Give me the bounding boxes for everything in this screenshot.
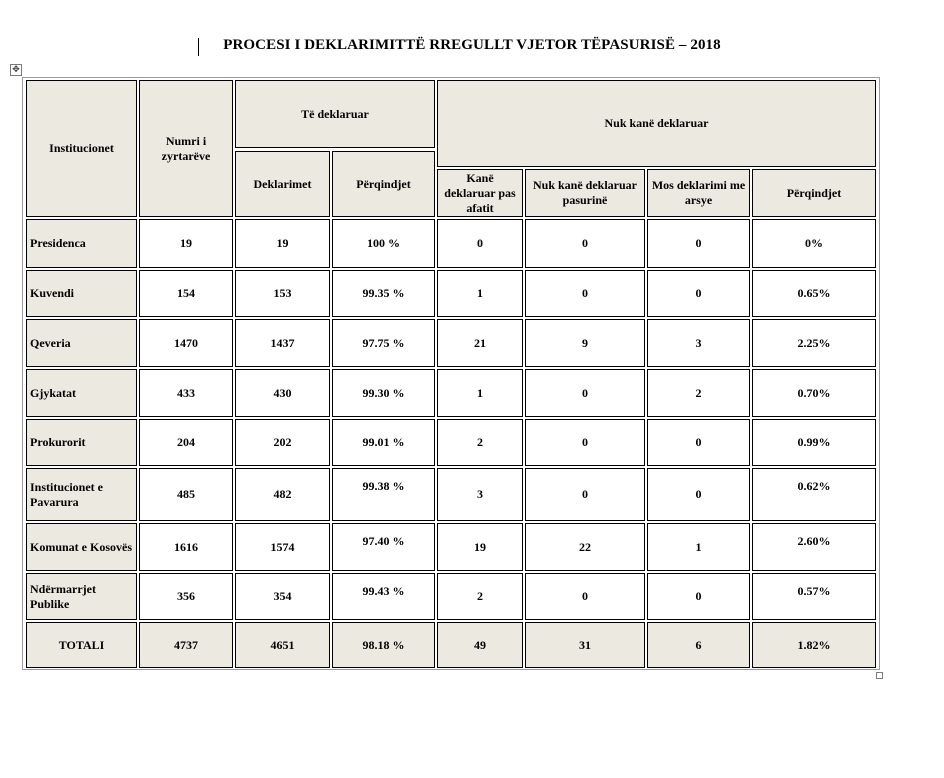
table-row-institution-cell: Ndërmarrjet Publike [26,573,137,620]
document-title: PROCESI I DEKLARIMITTË RREGULLT VJETOR TËPASURISË – 2018 [223,37,721,53]
table-row-late-cell: 3 [437,468,523,521]
table-row-officials-cell: 485 [139,468,233,521]
table-row-declarations-cell: 19 [235,219,330,268]
table-row-declarations-cell: 482 [235,468,330,521]
table-row-justified-cell: 0 [647,219,750,268]
table-row-institution-cell: Gjykatat [26,369,137,417]
total-row-pct-not-declared-cell: 1.82% [752,622,876,668]
table-row-late-cell: 21 [437,319,523,367]
table-row-pct-declared-cell: 97.40 % [332,523,435,571]
table-row-late-cell: 1 [437,270,523,317]
table-row-justified-cell: 0 [647,573,750,620]
table-row-pct-not-declared-cell: 0% [752,219,876,268]
table-row-not-declared-cell: 0 [525,468,645,521]
table-row-pct-declared-cell: 97.75 % [332,319,435,367]
declaration-table [22,77,880,670]
table-row-officials-cell: 1470 [139,319,233,367]
text-cursor [198,38,199,56]
table-row-institution-cell: Kuvendi [26,270,137,317]
table-row-not-declared-cell: 0 [525,369,645,417]
table-row-institution-cell: Presidenca [26,219,137,268]
table-row-pct-declared-cell: 99.35 % [332,270,435,317]
header-mos-deklarimi-me-arsye: Mos deklarimi me arsye [647,169,750,217]
table-row-not-declared-cell: 22 [525,523,645,571]
header-kane-deklaruar-pas-afatit: Kanë deklaruar pas afatit [437,169,523,217]
table-row-officials-cell: 1616 [139,523,233,571]
header-te-deklaruar: Të deklaruar [235,80,435,148]
table-row-justified-cell: 2 [647,369,750,417]
table-row-officials-cell: 433 [139,369,233,417]
header-deklarimet: Deklarimet [235,151,330,217]
table-row-officials-cell: 356 [139,573,233,620]
header-perqindjet: Përqindjet [332,151,435,217]
table-row-declarations-cell: 1574 [235,523,330,571]
table-row-officials-cell: 204 [139,419,233,466]
table-move-handle-icon[interactable]: ✥ [10,64,22,76]
table-row-late-cell: 1 [437,369,523,417]
header-perqindjet-nuk: Përqindjet [752,169,876,217]
table-row-declarations-cell: 202 [235,419,330,466]
table-row-pct-not-declared-cell: 2.60% [752,523,876,571]
table-row-justified-cell: 0 [647,468,750,521]
table-row-institution-cell: Komunat e Kosovës [26,523,137,571]
table-row-institution-cell: Institucionet e Pavarura [26,468,137,521]
table-row-declarations-cell: 354 [235,573,330,620]
total-row-pct-declared-cell: 98.18 % [332,622,435,668]
table-row-pct-not-declared-cell: 0.57% [752,573,876,620]
table-row-pct-not-declared-cell: 0.70% [752,369,876,417]
table-row-declarations-cell: 430 [235,369,330,417]
table-row-pct-declared-cell: 99.01 % [332,419,435,466]
table-row-pct-declared-cell: 99.43 % [332,573,435,620]
table-row-not-declared-cell: 0 [525,573,645,620]
table-row-officials-cell: 154 [139,270,233,317]
table-row-late-cell: 19 [437,523,523,571]
table-row-pct-not-declared-cell: 0.65% [752,270,876,317]
table-row-late-cell: 2 [437,419,523,466]
table-row-institution-cell: Prokurorit [26,419,137,466]
header-institucionet: Institucionet [26,80,137,217]
total-row-declarations-cell: 4651 [235,622,330,668]
table-row-pct-not-declared-cell: 0.62% [752,468,876,521]
table-row-justified-cell: 1 [647,523,750,571]
table-row-pct-not-declared-cell: 2.25% [752,319,876,367]
table-row-officials-cell: 19 [139,219,233,268]
table-row-pct-declared-cell: 99.30 % [332,369,435,417]
total-row-late-cell: 49 [437,622,523,668]
header-nuk-kane-deklaruar: Nuk kanë deklaruar [437,80,876,167]
table-row-justified-cell: 3 [647,319,750,367]
table-row-pct-declared-cell: 100 % [332,219,435,268]
table-resize-handle-icon[interactable] [876,672,883,679]
table-row-not-declared-cell: 0 [525,419,645,466]
total-row-officials-cell: 4737 [139,622,233,668]
table-row-justified-cell: 0 [647,270,750,317]
table-row-late-cell: 2 [437,573,523,620]
total-row-institution-cell: TOTALI [26,622,137,668]
header-numri-i-zyrtareve: Numri i zyrtarëve [139,80,233,217]
table-row-pct-declared-cell: 99.38 % [332,468,435,521]
table-row-not-declared-cell: 0 [525,270,645,317]
header-nuk-kane-deklaruar-pasurine: Nuk kanë deklaruar pasurinë [525,169,645,217]
table-row-declarations-cell: 153 [235,270,330,317]
table-row-not-declared-cell: 9 [525,319,645,367]
total-row-justified-cell: 6 [647,622,750,668]
total-row-not-declared-cell: 31 [525,622,645,668]
table-row-justified-cell: 0 [647,419,750,466]
table-row-pct-not-declared-cell: 0.99% [752,419,876,466]
table-row-not-declared-cell: 0 [525,219,645,268]
table-row-institution-cell: Qeveria [26,319,137,367]
table-row-declarations-cell: 1437 [235,319,330,367]
table-row-late-cell: 0 [437,219,523,268]
